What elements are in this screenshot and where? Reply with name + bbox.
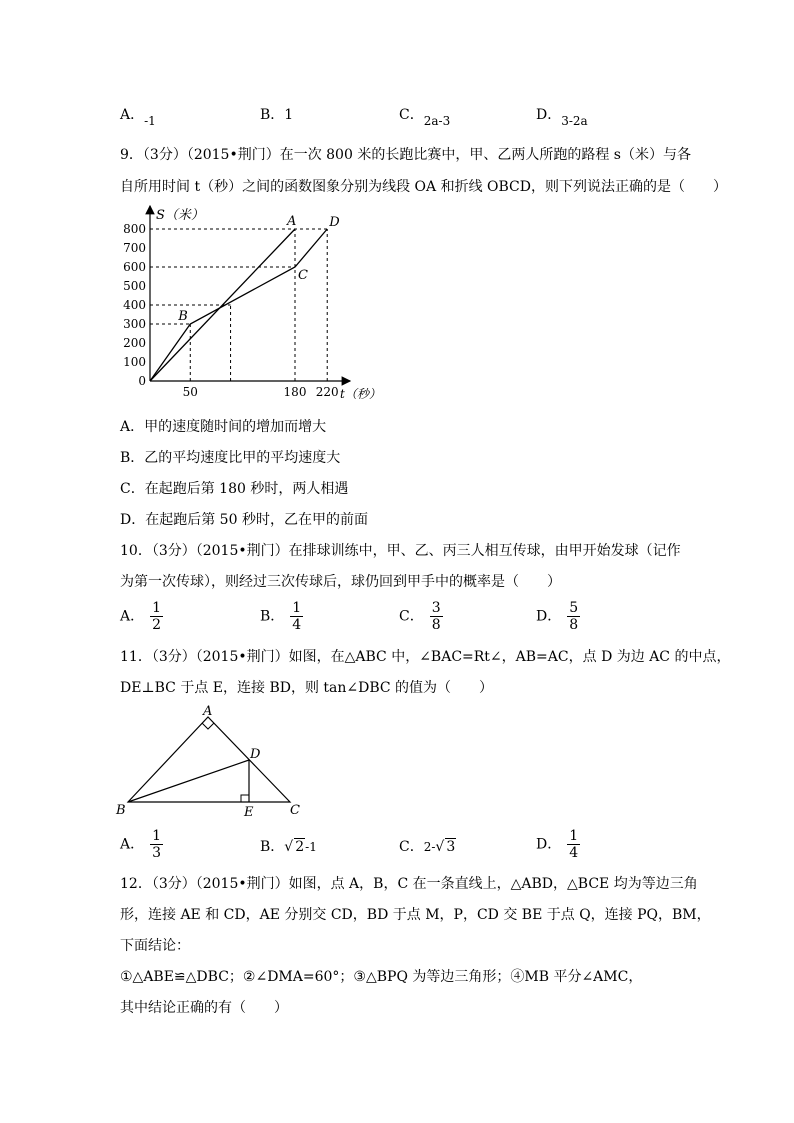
q8-option-c: C．2a-3 [399, 107, 451, 128]
q8-option-a: A．-1 [120, 107, 156, 128]
point-label-b: B [178, 309, 188, 324]
reference-lines [150, 229, 327, 381]
fraction: $\frac{3}{8}$ [431, 600, 441, 633]
label-b: B [116, 803, 126, 818]
q12-stem-line4: ①△ABE≌△DBC；②∠DMA=60°；③△BPQ 为等边三角形；④MB 平分∠AMC， [120, 969, 643, 985]
y-tick-labels [123, 222, 146, 388]
q11-option-a: A． $\frac{1}{3}$ [120, 828, 162, 861]
label-a: A [203, 704, 213, 719]
triangle-abc [128, 717, 290, 802]
q11-option-c: C．2-√ 3 [399, 839, 456, 855]
q12-stem-line1: 12．（3分）（2015•荆门）如图，点 A，B，C 在一条直线上，△ABD，△BCE 均为等边三角 [120, 876, 698, 892]
right-angle-mark-e [241, 795, 249, 802]
y-tick-0: 0 [138, 374, 146, 388]
q10-option-a: A． $\frac{1}{2}$ [120, 600, 162, 633]
y-tick-400: 400 [123, 298, 146, 312]
label-c: C [290, 803, 300, 818]
q11-option-b: B．√ 2-1 [260, 839, 317, 855]
y-tick-300: 300 [123, 317, 146, 331]
x-axis-label: t（秒） [340, 387, 381, 401]
x-tick-180: 180 [283, 385, 307, 399]
q9-option-a: A．甲的速度随时间的增加而增大 [120, 419, 327, 435]
point-labels [177, 214, 340, 324]
q12-stem-line2: 形，连接 AE 和 CD，AE 分别交 CD，BD 于点 M，P，CD 交 BE 于点 Q，连接 PQ，BM， [120, 907, 711, 923]
q10-option-b: B． $\frac{1}{4}$ [260, 600, 302, 633]
q10-option-d: D． $\frac{5}{8}$ [536, 600, 579, 633]
y-tick-500: 500 [123, 279, 146, 293]
y-axis-label: S（米） [156, 208, 204, 223]
y-tick-800: 800 [123, 222, 146, 236]
y-tick-200: 200 [123, 336, 146, 350]
fraction: $\frac{5}{8}$ [569, 600, 579, 633]
q12-stem-line5: 其中结论正确的有（ ） [120, 1000, 288, 1016]
q9-graph [120, 200, 390, 410]
fraction: $\frac{1}{4}$ [569, 828, 579, 861]
q9-stem-line2: 自所用时间 t（秒）之间的函数图象分别为线段 OA 和折线 OBCD，则下列说法正确的是（ ） [120, 179, 727, 195]
q12-stem-line3: 下面结论： [120, 938, 190, 954]
q9-option-c: C．在起跑后第 180 秒时，两人相遇 [120, 481, 349, 497]
q9-option-d: D．在起跑后第 50 秒时，乙在甲的前面 [120, 512, 368, 528]
q9-stem-line1: 9．（3分）（2015•荆门）在一次 800 米的长跑比赛中，甲、乙两人所跑的路程 s（米）与各 [120, 147, 691, 163]
fraction: $\frac{1}{2}$ [152, 600, 162, 633]
q11-option-d: D． $\frac{1}{4}$ [536, 828, 579, 861]
q10-stem-line1: 10．（3分）（2015•荆门）在排球训练中，甲、乙、丙三人相互传球，由甲开始发球（记作 [120, 543, 681, 559]
fraction: $\frac{1}{4}$ [292, 600, 302, 633]
q8-option-b: B．1 [260, 107, 294, 123]
q8-option-d: D．3-2a [536, 107, 588, 128]
y-tick-700: 700 [123, 241, 146, 255]
point-label-d: D [329, 215, 340, 230]
segment-bd [128, 760, 249, 802]
x-tick-labels [183, 385, 339, 399]
x-tick-50: 50 [182, 385, 198, 399]
y-tick-600: 600 [123, 260, 146, 274]
fraction: $\frac{1}{3}$ [152, 828, 162, 861]
q11-stem-line1: 11．（3分）（2015•荆门）如图，在△ABC 中，∠BAC=Rt∠，AB=AC，点 D 为边 AC 的中点， [120, 649, 731, 665]
point-label-c: C [298, 268, 308, 283]
x-tick-220: 220 [315, 385, 339, 399]
q10-stem-line2: 为第一次传球），则经过三次传球后，球仍回到甲手中的概率是（ ） [120, 574, 561, 590]
label-d: D [250, 747, 261, 762]
label-e: E [244, 805, 254, 820]
right-angle-mark-a [202, 723, 214, 729]
q10-option-c: C． $\frac{3}{8}$ [399, 600, 441, 633]
q11-triangle-figure [110, 700, 320, 825]
point-label-a: A [287, 214, 297, 229]
y-tick-100: 100 [123, 355, 146, 369]
q11-stem-line2: DE⊥BC 于点 E，连接 BD，则 tan∠DBC 的值为（ ） [120, 680, 494, 696]
q9-option-b: B．乙的平均速度比甲的平均速度大 [120, 450, 341, 466]
series-oa [150, 229, 295, 381]
